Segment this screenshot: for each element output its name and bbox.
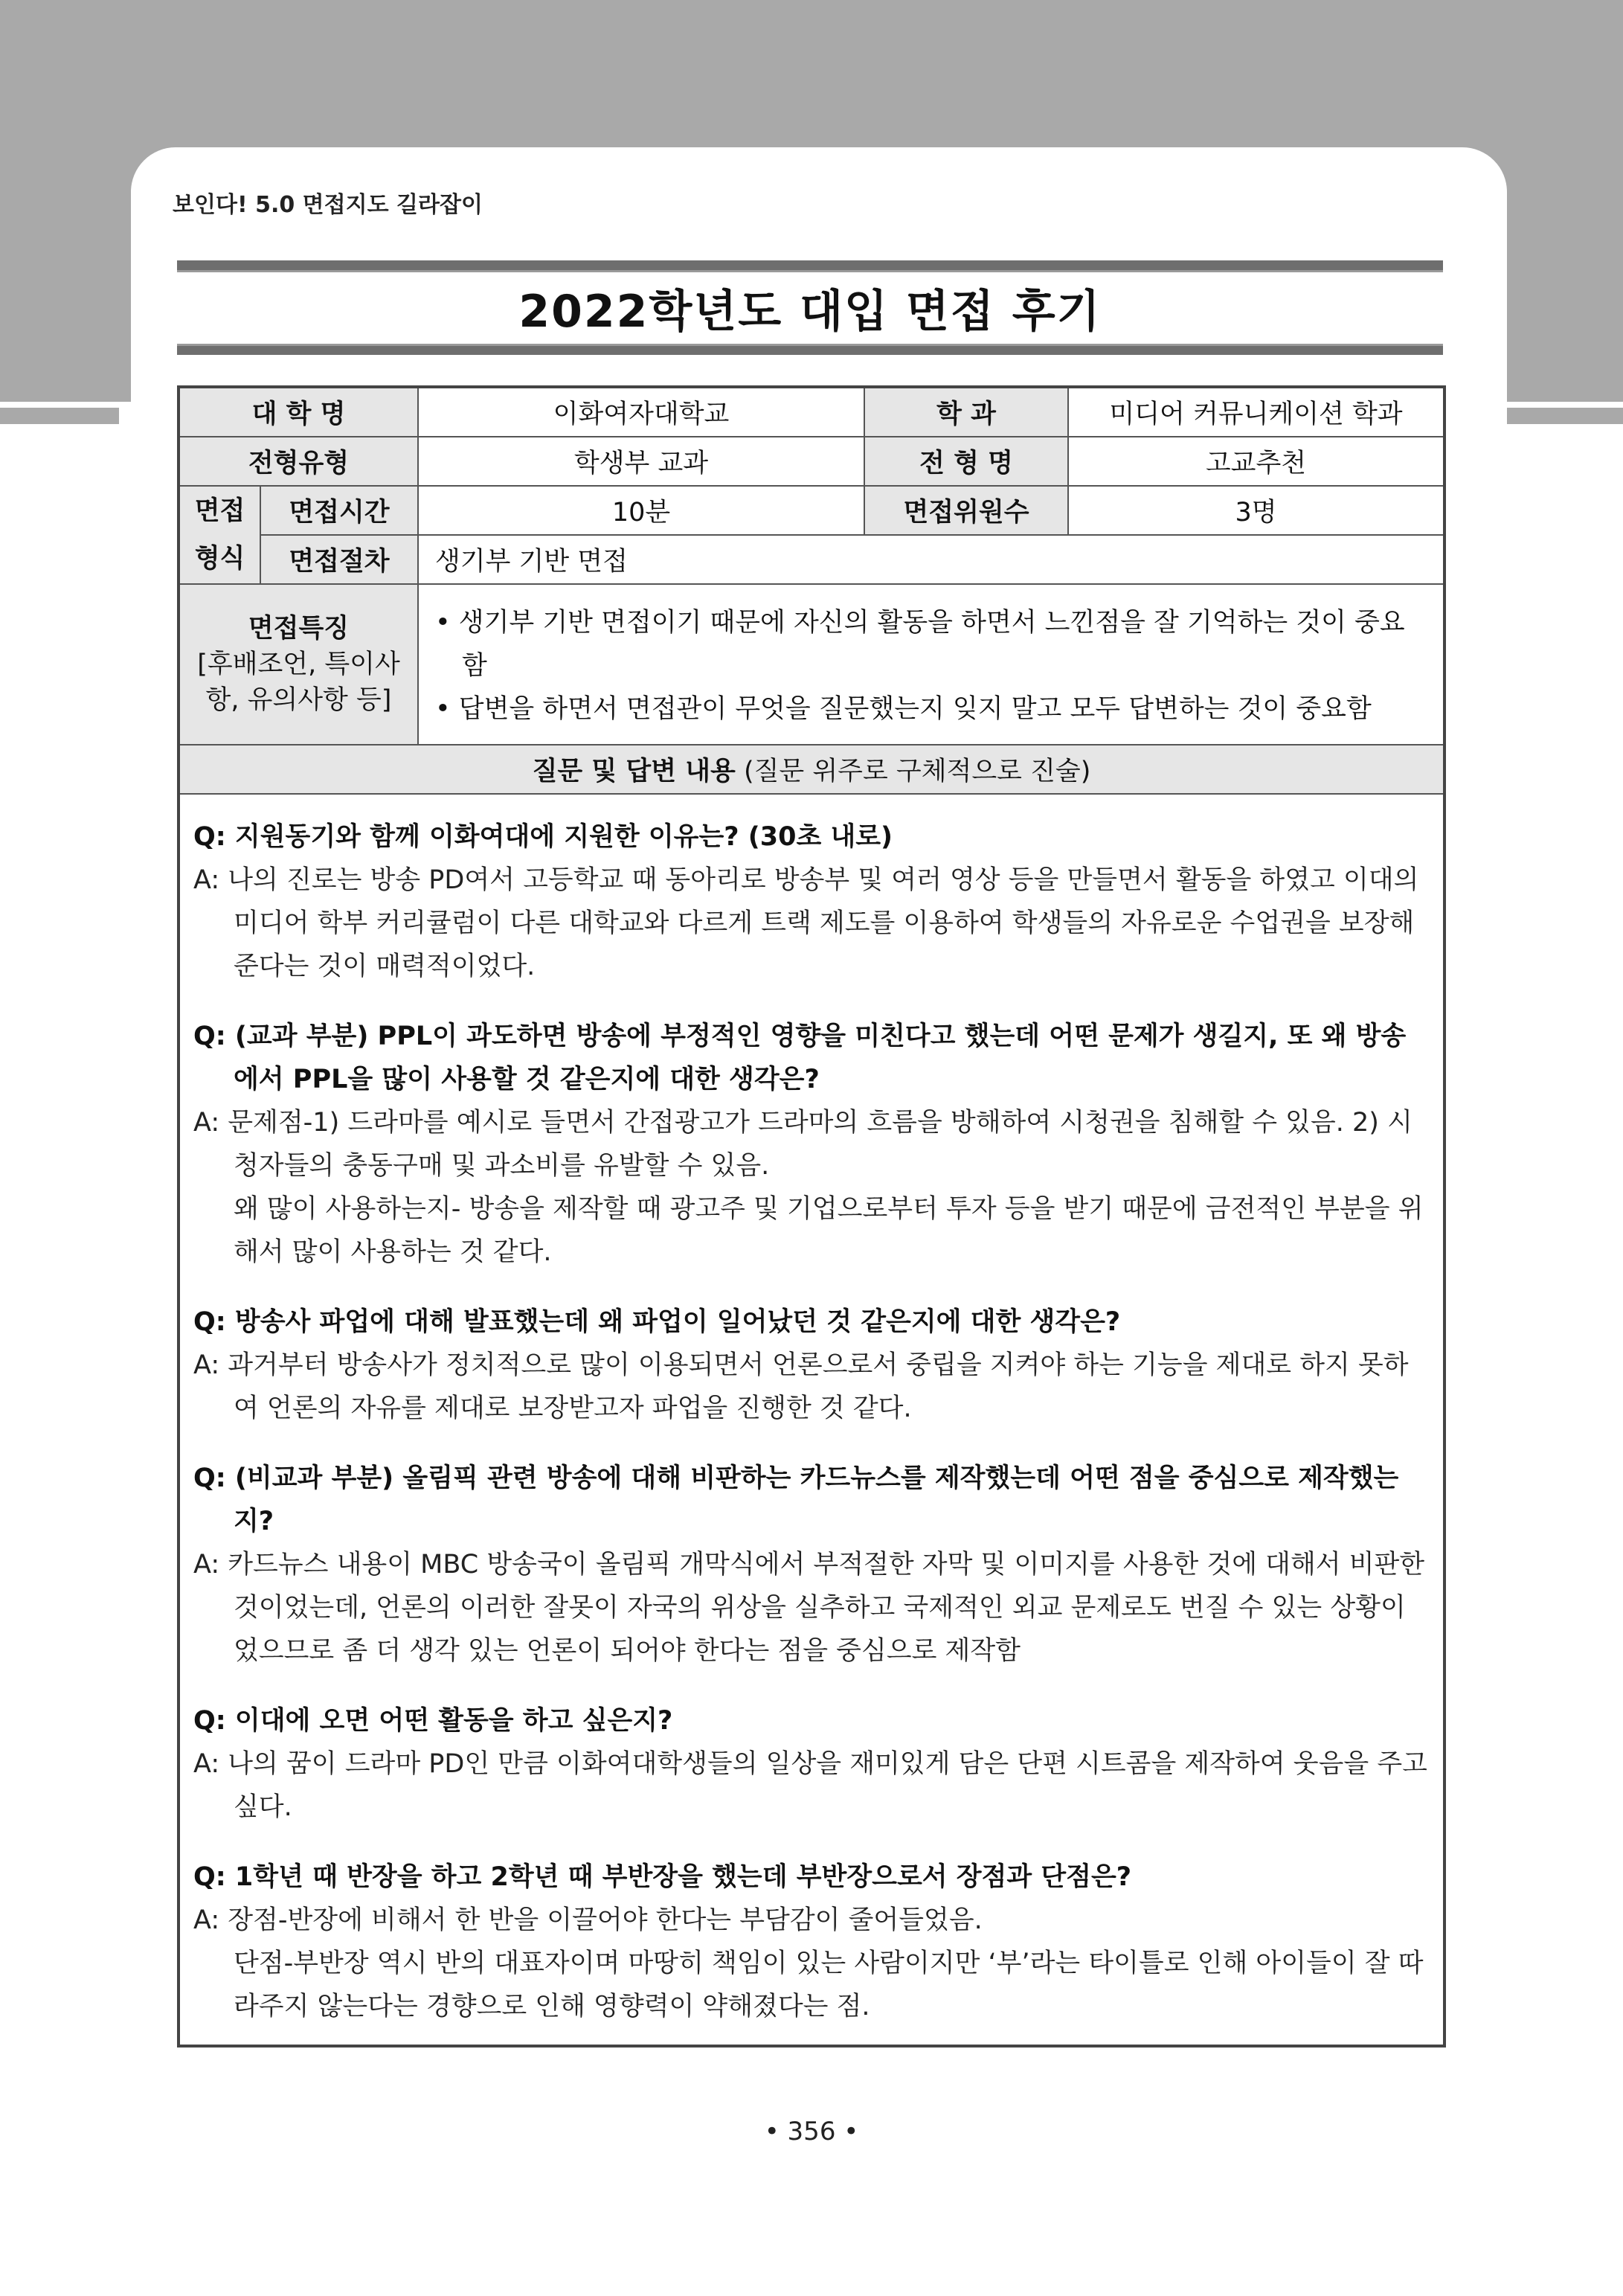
row-qa-header xyxy=(179,745,1444,794)
time-value: 10분 xyxy=(418,486,864,535)
qa-item xyxy=(193,1301,1430,1430)
qa-list xyxy=(179,794,1444,2046)
question: Q: 방송사 파업에 대해 발표했는데 왜 파업이 일어났던 것 같은지에 대한 생각은? xyxy=(193,1307,1121,1337)
answer-text: A: 카드뉴스 내용이 MBC 방송국이 올림픽 개막식에서 부적절한 자막 및 이미지를 사용한 것에 대해서 비판한 것이었는데, 언론의 이러한 잘못이 자국의 위상을 실추하고 국제적인 외교 문제로도 번질 수 있는 상황이었으므로 좀 더 생각 있는 언론이 되어야 한다는 점을 중심으로 제작함 xyxy=(193,1550,1425,1666)
question: Q: 이대에 오면 어떤 활동을 하고 싶은지? xyxy=(193,1706,673,1736)
answer-text: A: 문제점-1) 드라마를 예시로 들면서 간접광고가 드라마의 흐름을 방해하여 시청권을 침해할 수 있음. 2) 시청자들의 충동구매 및 과소비를 유발할 수 있음. xyxy=(193,1108,1413,1181)
question: Q: 지원동기와 함께 이화여대에 지원한 이유는? (30초 내로) xyxy=(193,822,893,852)
qa-header xyxy=(179,745,1444,794)
page-number: • 356 • xyxy=(764,2117,859,2146)
answer xyxy=(193,859,1430,988)
panel-label: 면접위원수 xyxy=(864,486,1068,535)
row-interview-time xyxy=(179,486,1444,535)
title-rule-bottom xyxy=(177,346,1443,355)
feature-item: • 생기부 기반 면접이기 때문에 자신의 활동을 하면서 느낀점을 잘 기억하는 것이 중요함 xyxy=(435,608,1405,681)
row-university xyxy=(179,387,1444,437)
univ-label: 대 학 명 xyxy=(179,387,418,437)
question: Q: 1학년 때 반장을 하고 2학년 때 부반장을 했는데 부반장으로서 장점과 단점은? xyxy=(193,1862,1132,1892)
answer-continued: 단점-부반장 역시 반의 대표자이며 마땅히 책임이 있는 사람이지만 ‘부’라는 타이틀로 인해 아이들이 잘 따라주지 않는다는 경향으로 인해 영향력이 약해졌다는 점. xyxy=(234,1949,1424,2021)
side-bar-left xyxy=(0,408,119,424)
question: Q: (비교과 부분) 올림픽 관련 방송에 대해 비판하는 카드뉴스를 제작했는데 어떤 점을 중심으로 제작했는지? xyxy=(193,1463,1399,1536)
question: Q: (교과 부분) PPL이 과도하면 방송에 부정적인 영향을 미친다고 했는데 어떤 문제가 생길지, 또 왜 방송에서 PPL을 많이 사용할 것 같은지에 대한 생각은? xyxy=(193,1022,1407,1094)
name-label: 전 형 명 xyxy=(864,437,1068,486)
panel-value: 3명 xyxy=(1068,486,1444,535)
feature-label-cell xyxy=(179,584,418,745)
univ-value: 이화여자대학교 xyxy=(418,387,864,437)
answer-text: A: 나의 진로는 방송 PD여서 고등학교 때 동아리로 방송부 및 여러 영상 등을 만들면서 활동을 하였고 이대의 미디어 학부 커리큘럼이 다른 대학교와 다르게 트랙 제도를 이용하여 학생들의 자유로운 수업권을 보장해준다는 것이 매력적이었다. xyxy=(193,865,1419,981)
feature-item: • 답변을 하면서 면접관이 무엇을 질문했는지 잊지 말고 모두 답변하는 것이 중요함 xyxy=(435,694,1372,724)
qa-header-title: 질문 및 답변 내용 xyxy=(532,757,736,786)
answer-text: A: 나의 꿈이 드라마 PD인 만큼 이화여대학생들의 일상을 재미있게 담은 단편 시트콤을 제작하여 웃음을 주고 싶다. xyxy=(193,1749,1427,1822)
answer xyxy=(193,1101,1430,1274)
title-rule-top-thin xyxy=(177,270,1443,272)
feature-sublabel: [후배조언, 특이사항, 유의사항 등] xyxy=(197,650,400,715)
page-title: 2022학년도 대입 면접 후기 xyxy=(518,286,1102,338)
title-rule-top xyxy=(177,260,1443,270)
feature-list xyxy=(418,584,1444,745)
row-interview-procedure xyxy=(179,535,1444,584)
feature-label: 면접특징 xyxy=(248,614,350,644)
type-value: 학생부 교과 xyxy=(418,437,864,486)
name-value: 고교추천 xyxy=(1068,437,1444,486)
answer xyxy=(193,1543,1430,1673)
dept-label: 학 과 xyxy=(864,387,1068,437)
qa-item xyxy=(193,1457,1430,1673)
row-qa-body xyxy=(179,794,1444,2046)
interview-table xyxy=(177,385,1446,2048)
form-label: 면접 형식 xyxy=(179,486,260,584)
qa-item xyxy=(193,1015,1430,1274)
qa-item xyxy=(193,1699,1430,1829)
qa-header-note: (질문 위주로 구체적으로 진술) xyxy=(743,757,1091,786)
answer xyxy=(193,1899,1430,2028)
qa-item xyxy=(193,815,1430,988)
answer-text: A: 과거부터 방송사가 정치적으로 많이 이용되면서 언론으로서 중립을 지켜야 하는 기능을 제대로 하지 못하여 언론의 자유를 제대로 보장받고자 파업을 진행한 것 같다. xyxy=(193,1350,1409,1423)
type-label: 전형유형 xyxy=(179,437,418,486)
row-admission-type xyxy=(179,437,1444,486)
answer xyxy=(193,1344,1430,1430)
proc-label: 면접절차 xyxy=(260,535,418,584)
qa-item xyxy=(193,1856,1430,2028)
dept-value: 미디어 커뮤니케이션 학과 xyxy=(1068,387,1444,437)
answer xyxy=(193,1742,1430,1829)
row-features xyxy=(179,584,1444,745)
running-head: 보인다! 5.0 면접지도 길라잡이 xyxy=(173,192,483,218)
answer-text: A: 장점-반장에 비해서 한 반을 이끌어야 한다는 부담감이 줄어들었음. xyxy=(193,1905,983,1935)
side-bar-right xyxy=(1507,408,1623,424)
time-label: 면접시간 xyxy=(260,486,418,535)
answer-continued: 왜 많이 사용하는지- 방송을 제작할 때 광고주 및 기업으로부터 투자 등을 받기 때문에 금전적인 부분을 위해서 많이 사용하는 것 같다. xyxy=(234,1194,1424,1267)
proc-value: 생기부 기반 면접 xyxy=(418,535,1444,584)
